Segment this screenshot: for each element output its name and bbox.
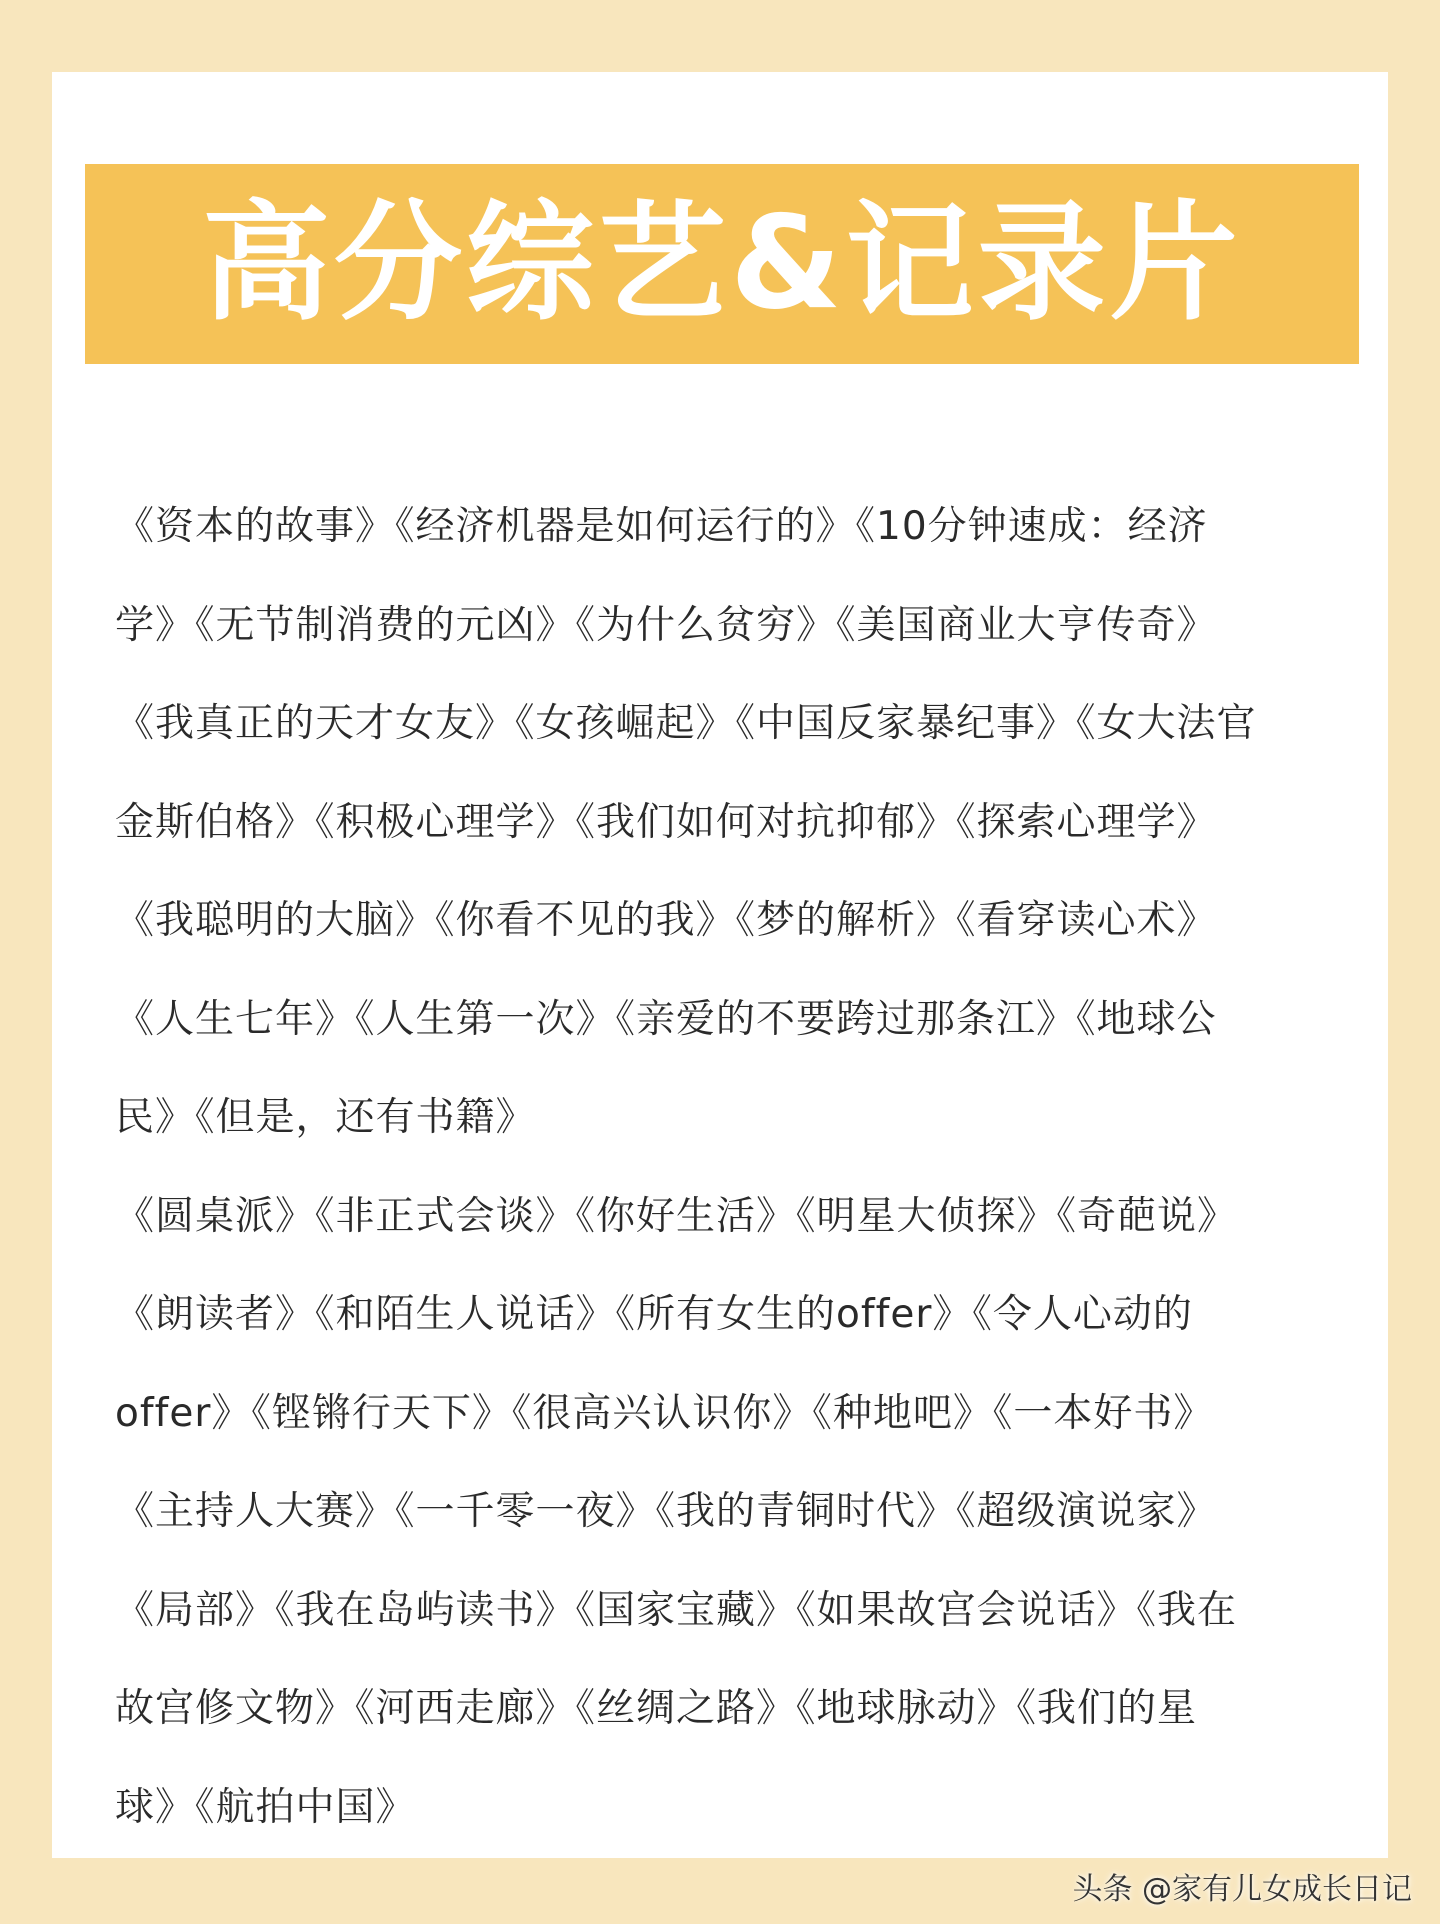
title-banner xyxy=(85,164,1359,364)
list-line: 《主持人大赛》《一千零一夜》《我的青铜时代》《超级演说家》 xyxy=(115,1489,1217,1535)
recommendation-list xyxy=(115,474,1347,1853)
list-line: 民》《但是，还有书籍》 xyxy=(115,1095,536,1141)
list-line: 《圆桌派》《非正式会谈》《你好生活》《明星大侦探》《奇葩说》 xyxy=(115,1193,1238,1239)
list-line: 球》《航拍中国》 xyxy=(115,1784,416,1830)
list-line: 《人生七年》《人生第一次》《亲爱的不要跨过那条江》《地球公 xyxy=(115,996,1217,1042)
list-line: 学》《无节制消费的元凶》《为什么贫穷》《美国商业大亨传奇》 xyxy=(115,602,1217,648)
list-line: 《朗读者》《和陌生人说话》《所有女生的offer》《令人心动的 xyxy=(115,1292,1193,1338)
watermark: 头条 @家有儿女成长日记 xyxy=(1072,1872,1412,1907)
content-card xyxy=(52,72,1388,1858)
list-line: 《我聪明的大脑》《你看不见的我》《梦的解析》《看穿读心术》 xyxy=(115,898,1217,944)
list-line: 金斯伯格》《积极心理学》《我们如何对抗抑郁》《探索心理学》 xyxy=(115,799,1217,845)
page-title: 高分综艺&记录片 xyxy=(202,189,1242,338)
list-line: 故宫修文物》《河西走廊》《丝绸之路》《地球脉动》《我们的星 xyxy=(115,1686,1198,1732)
list-line: 《资本的故事》《经济机器是如何运行的》《10分钟速成：经济 xyxy=(115,504,1208,550)
list-line: 《局部》《我在岛屿读书》《国家宝藏》《如果故宫会说话》《我在 xyxy=(115,1587,1238,1633)
list-line: offer》《铿锵行天下》《很高兴认识你》《种地吧》《一本好书》 xyxy=(115,1390,1214,1436)
list-line: 《我真正的天才女友》《女孩崛起》《中国反家暴纪事》《女大法官 xyxy=(115,701,1257,747)
